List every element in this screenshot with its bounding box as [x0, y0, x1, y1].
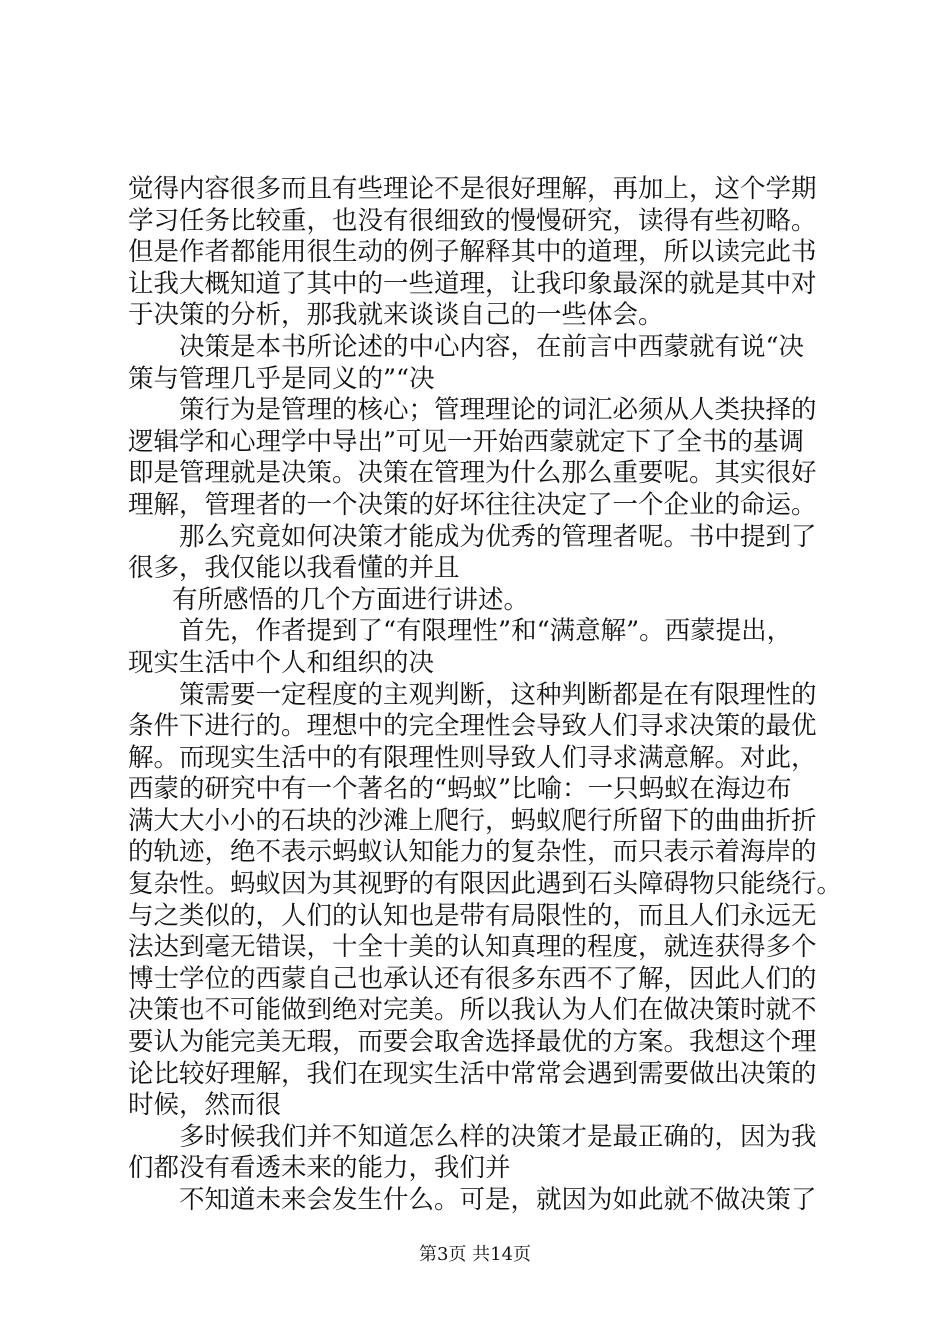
text-line: 与之类似的，人们的认知也是带有局限性的，而且人们永远无 [128, 900, 817, 931]
text-line: 时候，然而很 [128, 1090, 282, 1121]
text-line: 决策也不可能做到绝对完美。所以我认为人们在做决策时就不 [128, 995, 817, 1026]
text-line: 西蒙的研究中有一个著名的“蚂蚁”比喻：一只蚂蚁在海边布 [128, 774, 792, 805]
text-line: 论比较好理解，我们在现实生活中常常会遇到需要做出决策的 [128, 1058, 817, 1089]
text-line: 们都没有看透未来的能力，我们并 [128, 1153, 511, 1184]
text-line: 多时候我们并不知道怎么样的决策才是最正确的，因为我 [179, 1121, 817, 1152]
text-line: 逻辑学和心理学中导出”可见一开始西蒙就定下了全书的基调 [128, 426, 805, 457]
text-line: 不知道未来会发生什么。可是，就因为如此就不做决策了 [179, 1185, 817, 1215]
text-line: 策行为是管理的核心；管理理论的词汇必须从人类抉择的 [179, 395, 817, 426]
text-line: 学习任务比较重，也没有很细致的慢慢研究，读得有些初略。 [128, 205, 817, 236]
text-line: 理解，管理者的一个决策的好坏往往决定了一个企业的命运。 [128, 489, 817, 520]
text-line: 解。而现实生活中的有限理性则导致人们寻求满意解。对此， [128, 742, 817, 773]
text-line: 决策是本书所论述的中心内容，在前言中西蒙就有说“决 [179, 331, 805, 362]
text-line: 策与管理几乎是同义的”“决 [128, 363, 435, 394]
text-line: 让我大概知道了其中的一些道理，让我印象最深的就是其中对 [128, 268, 817, 299]
text-line: 博士学位的西蒙自己也承认还有很多东西不了解，因此人们的 [128, 963, 817, 994]
text-line: 法达到毫无错误，十全十美的认知真理的程度，就连获得多个 [128, 932, 817, 963]
text-line: 策需要一定程度的主观判断，这种判断都是在有限理性的 [179, 679, 817, 710]
text-line: 条件下进行的。理想中的完全理性会导致人们寻求决策的最优 [128, 711, 817, 742]
text-line: 复杂性。蚂蚁因为其视野的有限因此遇到石头障碍物只能绕行。 [128, 869, 843, 900]
text-line: 有所感悟的几个方面进行讲述。 [172, 584, 530, 615]
text-line: 要认为能完美无瑕，而要会取舍选择最优的方案。我想这个理 [128, 1027, 817, 1058]
text-line: 那么究竟如何决策才能成为优秀的管理者呢。书中提到了 [179, 521, 817, 552]
text-line: 满大大小小的石块的沙滩上爬行，蚂蚁爬行所留下的曲曲折折 [128, 805, 817, 836]
text-line: 的轨迹，绝不表示蚂蚁认知能力的复杂性，而只表示着海岸的 [128, 837, 817, 868]
text-line: 但是作者都能用很生动的例子解释其中的道理，所以读完此书 [128, 237, 817, 268]
text-line: 首先，作者提到了“有限理性”和“满意解”。西蒙提出， [179, 616, 793, 647]
document-body [128, 174, 843, 1217]
text-line: 于决策的分析，那我就来谈谈自己的一些体会。 [128, 300, 664, 331]
text-line: 现实生活中个人和组织的决 [128, 647, 435, 678]
text-line: 觉得内容很多而且有些理论不是很好理解，再加上，这个学期 [128, 174, 817, 204]
page-footer: 第3页 共14页 [418, 1244, 532, 1265]
text-line: 即是管理就是决策。决策在管理为什么那么重要呢。其实很好 [128, 458, 817, 489]
text-line: 很多，我仅能以我看懂的并且 [128, 553, 460, 584]
